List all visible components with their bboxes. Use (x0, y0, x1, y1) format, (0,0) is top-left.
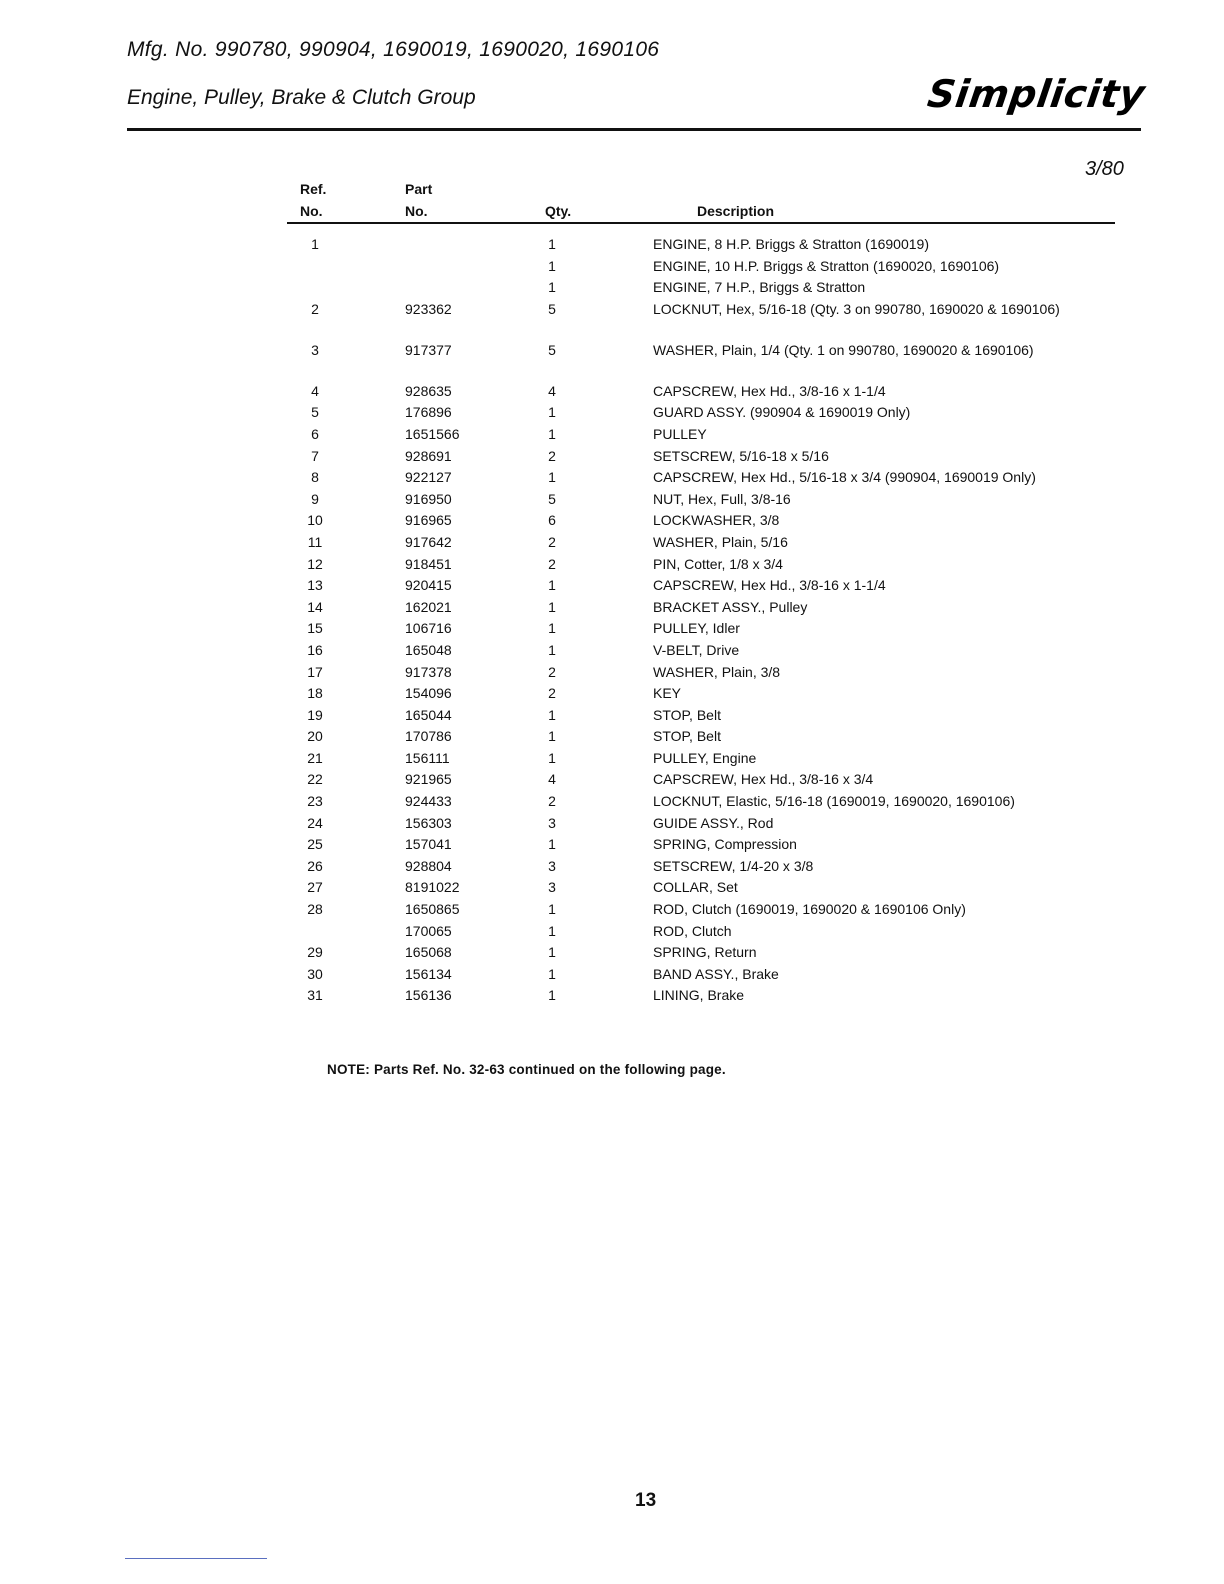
col-header-ref-line1: Ref. (300, 181, 327, 197)
part-number-cell: 917642 (405, 533, 452, 550)
table-row (0, 467, 1224, 489)
part-number-cell: 916950 (405, 490, 452, 507)
qty-cell: 1 (548, 279, 556, 296)
table-row (0, 877, 1224, 899)
qty-cell: 2 (548, 663, 556, 680)
qty-cell: 1 (548, 965, 556, 982)
ref-cell: 1 (311, 236, 319, 252)
ref-cell: 6 (311, 425, 319, 442)
ref-cell: 11 (307, 533, 323, 550)
table-row (0, 575, 1224, 597)
ref-cell: 28 (307, 901, 323, 918)
description-cell: BAND ASSY., Brake (653, 965, 779, 982)
description-cell: CAPSCREW, Hex Hd., 5/16-18 x 3/4 (990904, 1690019 Only) (653, 469, 1036, 486)
part-number-cell: 1650865 (405, 901, 460, 918)
revision-date: 3/80 (1085, 158, 1124, 180)
qty-cell: 2 (548, 555, 556, 572)
description-cell: STOP, Belt (653, 706, 721, 723)
part-number-cell: 165068 (405, 944, 452, 961)
description-cell: CAPSCREW, Hex Hd., 3/8-16 x 3/4 (653, 771, 874, 788)
qty-cell: 1 (548, 987, 556, 1004)
description-cell: ENGINE, 7 H.P., Briggs & Stratton (653, 279, 866, 296)
footer-rule (125, 1558, 267, 1559)
table-row (0, 640, 1224, 662)
ref-cell: 3 (311, 341, 319, 358)
part-number-cell: 923362 (405, 300, 452, 317)
ref-cell: 8 (311, 469, 319, 486)
table-row (0, 942, 1224, 964)
ref-cell: 19 (307, 706, 323, 723)
ref-cell: 20 (307, 728, 323, 745)
table-row (0, 234, 1224, 256)
part-number-cell: 922127 (405, 469, 452, 486)
description-cell: ENGINE, 10 H.P. Briggs & Stratton (1690020, 1690106) (653, 257, 1000, 274)
ref-cell: 2 (311, 300, 319, 317)
qty-cell: 1 (548, 922, 556, 939)
description-cell: LOCKNUT, Hex, 5/16-18 (Qty. 3 on 990780, 1690020 & 1690106) (653, 300, 1060, 317)
part-number-cell: 921965 (405, 771, 452, 788)
part-number-cell: 165044 (405, 706, 452, 723)
mfg-numbers: Mfg. No. 990780, 990904, 1690019, 1690020, 1690106 (127, 38, 660, 61)
ref-cell: 23 (307, 793, 323, 810)
col-header-description: Description (697, 203, 775, 219)
brand-logo: Simplicity (924, 72, 1148, 116)
description-cell: PULLEY, Idler (653, 620, 740, 637)
table-row (0, 834, 1224, 856)
qty-cell: 2 (548, 793, 556, 810)
part-number-cell: 162021 (405, 598, 452, 615)
qty-cell: 1 (548, 404, 556, 421)
qty-cell: 3 (548, 879, 556, 896)
table-row (0, 424, 1224, 446)
col-header-part (405, 178, 432, 222)
table-row (0, 899, 1224, 921)
qty-cell: 1 (548, 598, 556, 615)
qty-cell: 3 (548, 857, 556, 874)
description-cell: PIN, Cotter, 1/8 x 3/4 (653, 555, 783, 572)
table-row (0, 748, 1224, 770)
qty-cell: 1 (548, 641, 556, 658)
ref-cell: 16 (307, 641, 323, 658)
qty-cell: 1 (548, 836, 556, 853)
ref-cell: 5 (311, 404, 319, 421)
part-number-cell: 156303 (405, 814, 452, 831)
ref-cell: 13 (307, 577, 323, 594)
description-cell: SETSCREW, 1/4-20 x 3/8 (653, 857, 814, 874)
continuation-note: NOTE: Parts Ref. No. 32-63 continued on the following page. (327, 1062, 726, 1077)
qty-cell: 1 (548, 620, 556, 637)
description-cell: ENGINE, 8 H.P. Briggs & Stratton (1690019) (653, 236, 929, 252)
qty-cell: 1 (548, 728, 556, 745)
qty-cell: 6 (548, 512, 556, 529)
table-header-rule (287, 222, 1115, 224)
part-number-cell: 928635 (405, 382, 452, 399)
qty-cell: 1 (548, 425, 556, 442)
ref-cell: 26 (307, 857, 323, 874)
qty-cell: 5 (548, 300, 556, 317)
description-cell: LINING, Brake (653, 987, 745, 1004)
qty-cell: 1 (548, 944, 556, 961)
ref-cell: 17 (307, 663, 323, 680)
part-number-cell: 156136 (405, 987, 452, 1004)
ref-cell: 4 (311, 382, 319, 399)
part-number-cell: 154096 (405, 685, 452, 702)
description-cell: GUARD ASSY. (990904 & 1690019 Only) (653, 404, 911, 421)
part-number-cell: 928691 (405, 447, 452, 464)
qty-cell: 2 (548, 533, 556, 550)
table-row (0, 791, 1224, 813)
description-cell: CAPSCREW, Hex Hd., 3/8-16 x 1-1/4 (653, 382, 886, 399)
part-number-cell: 917377 (405, 341, 452, 358)
ref-cell: 15 (307, 620, 323, 637)
qty-cell: 3 (548, 814, 556, 831)
description-cell: CAPSCREW, Hex Hd., 3/8-16 x 1-1/4 (653, 577, 886, 594)
table-row (0, 256, 1224, 278)
part-number-cell: 170786 (405, 728, 452, 745)
table-row (0, 489, 1224, 511)
part-number-cell: 920415 (405, 577, 452, 594)
description-cell: BRACKET ASSY., Pulley (653, 598, 808, 615)
ref-cell: 12 (307, 555, 323, 572)
table-row (0, 618, 1224, 640)
description-cell: WASHER, Plain, 3/8 (653, 663, 781, 680)
qty-cell: 1 (548, 749, 556, 766)
col-header-ref (300, 178, 326, 222)
col-header-part-line2: No. (405, 203, 428, 219)
qty-cell: 4 (548, 771, 556, 788)
ref-cell: 27 (307, 879, 323, 896)
table-row (0, 597, 1224, 619)
description-cell: ROD, Clutch (1690019, 1690020 & 1690106 Only) (653, 901, 966, 918)
parts-table-body (0, 234, 1224, 1007)
table-row (0, 769, 1224, 791)
ref-cell: 31 (307, 987, 323, 1004)
description-cell: ROD, Clutch (653, 922, 732, 939)
table-row (0, 532, 1224, 554)
description-cell: STOP, Belt (653, 728, 721, 745)
ref-cell: 30 (307, 965, 323, 982)
part-number-cell: 1651566 (405, 425, 460, 442)
qty-cell: 2 (548, 685, 556, 702)
ref-cell: 18 (307, 685, 323, 702)
ref-cell: 10 (307, 512, 323, 529)
qty-cell: 4 (548, 382, 556, 399)
part-number-cell: 176896 (405, 404, 452, 421)
description-cell: COLLAR, Set (653, 879, 738, 896)
description-cell: SPRING, Return (653, 944, 757, 961)
table-row (0, 510, 1224, 532)
col-header-ref-line2: No. (300, 203, 323, 219)
description-cell: PULLEY (653, 425, 707, 442)
table-row (0, 726, 1224, 748)
part-number-cell: 924433 (405, 793, 452, 810)
table-row (0, 381, 1224, 403)
table-row (0, 662, 1224, 684)
qty-cell: 1 (548, 236, 556, 252)
ref-cell: 14 (307, 598, 323, 615)
part-number-cell: 156111 (405, 749, 450, 766)
description-cell: KEY (653, 685, 682, 702)
ref-cell: 7 (311, 447, 319, 464)
description-cell: V-BELT, Drive (653, 641, 740, 658)
qty-cell: 1 (548, 577, 556, 594)
table-row (0, 985, 1224, 1007)
qty-cell: 5 (548, 341, 556, 358)
part-number-cell: 170065 (405, 922, 452, 939)
description-cell: GUIDE ASSY., Rod (653, 814, 774, 831)
table-row (0, 340, 1224, 381)
description-cell: SETSCREW, 5/16-18 x 5/16 (653, 447, 829, 464)
col-header-qty: Qty. (545, 203, 572, 219)
qty-cell: 1 (548, 257, 556, 274)
table-row (0, 554, 1224, 576)
part-number-cell: 928804 (405, 857, 452, 874)
qty-cell: 1 (548, 901, 556, 918)
part-number-cell: 165048 (405, 641, 452, 658)
table-row (0, 277, 1224, 299)
table-row (0, 813, 1224, 835)
description-cell: SPRING, Compression (653, 836, 797, 853)
table-row (0, 856, 1224, 878)
table-row (0, 683, 1224, 705)
ref-cell: 22 (307, 771, 323, 788)
ref-cell: 25 (307, 836, 323, 853)
ref-cell: 21 (307, 749, 323, 766)
table-row (0, 705, 1224, 727)
qty-cell: 5 (548, 490, 556, 507)
qty-cell: 2 (548, 447, 556, 464)
col-header-part-line1: Part (405, 181, 433, 197)
ref-cell: 24 (307, 814, 323, 831)
page-number: 13 (635, 1490, 657, 1511)
description-cell: PULLEY, Engine (653, 749, 757, 766)
ref-cell: 9 (311, 490, 319, 507)
header-rule (127, 128, 1141, 131)
part-number-cell: 156134 (405, 965, 452, 982)
part-number-cell: 917378 (405, 663, 452, 680)
table-row (0, 299, 1224, 340)
table-row (0, 446, 1224, 468)
description-cell: WASHER, Plain, 5/16 (653, 533, 788, 550)
qty-cell: 1 (548, 469, 556, 486)
description-cell: LOCKNUT, Elastic, 5/16-18 (1690019, 1690020, 1690106) (653, 793, 1015, 810)
table-row (0, 964, 1224, 986)
part-number-cell: 8191022 (405, 879, 460, 896)
group-title: Engine, Pulley, Brake & Clutch Group (127, 86, 476, 109)
table-row (0, 402, 1224, 424)
ref-cell: 29 (307, 944, 323, 961)
table-row (0, 921, 1224, 943)
qty-cell: 1 (548, 706, 556, 723)
description-cell: LOCKWASHER, 3/8 (653, 512, 780, 529)
part-number-cell: 918451 (405, 555, 452, 572)
part-number-cell: 157041 (405, 836, 452, 853)
description-cell: NUT, Hex, Full, 3/8-16 (653, 490, 791, 507)
part-number-cell: 916965 (405, 512, 452, 529)
description-cell: WASHER, Plain, 1/4 (Qty. 1 on 990780, 1690020 & 1690106) (653, 341, 1034, 358)
part-number-cell: 106716 (405, 620, 452, 637)
